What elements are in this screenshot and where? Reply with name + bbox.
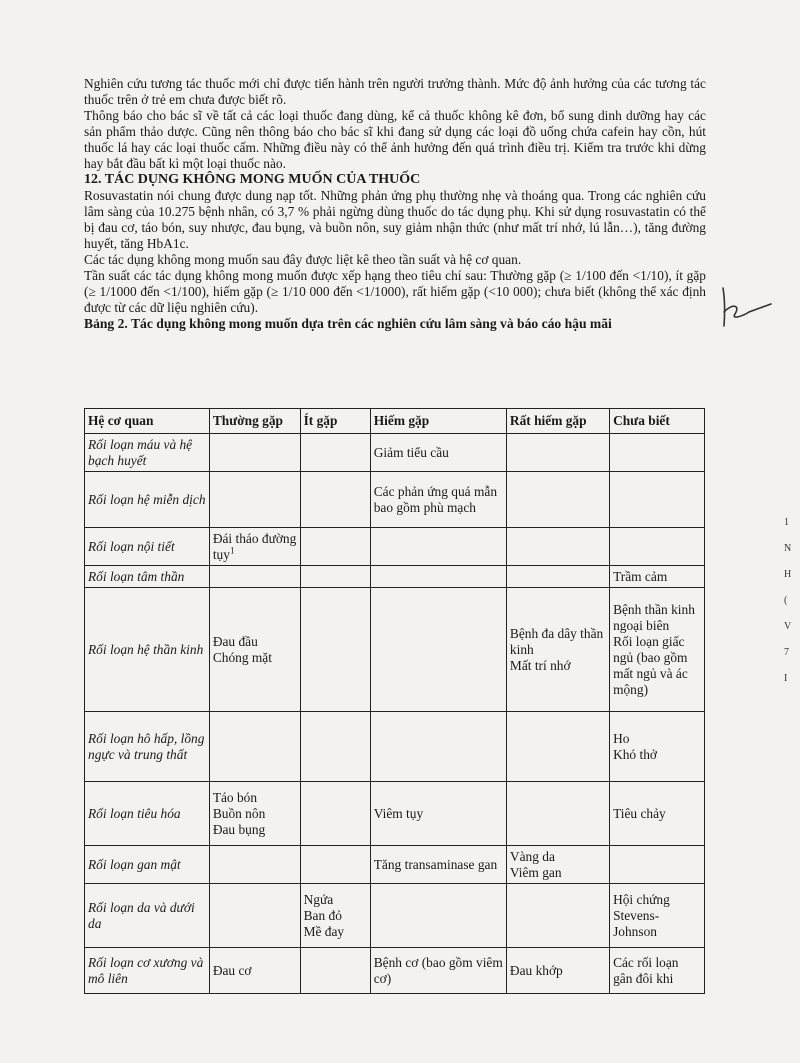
body-text — [84, 76, 706, 332]
table-cell — [300, 566, 370, 588]
paragraph-tolerability: Rosuvastatin nói chung được dung nạp tốt. Những phản ứng phụ thường nhẹ và thoáng qua. Trong các nghiên cứu lâm sàng của 10.275 bệnh nhân, có 3,7 % phải ngừng dùng thuốc do tác dụng phụ. Khi sử dụng rosuvastatin có thể bị đau cơ, táo bón, suy nhược, đau bụng, và buồn nôn, suy giảm nhận thức (như mất trí nhớ, lú lẫn…), tăng đường huyết, tăng HbA1c. — [84, 188, 706, 251]
table-cell — [300, 712, 370, 782]
table-cell — [506, 884, 609, 948]
table-cell — [300, 434, 370, 472]
table-cell — [300, 782, 370, 846]
header-uncommon: Ít gặp — [300, 409, 370, 434]
table-header-row — [85, 409, 705, 434]
table-cell — [370, 588, 506, 712]
table-row — [85, 884, 705, 948]
table-cell: Táo bón Buồn nôn Đau bụng — [209, 782, 300, 846]
table-cell-organ: Rối loạn gan mật — [85, 846, 210, 884]
table-cell: Viêm tụy — [370, 782, 506, 846]
table-cell: Trầm cảm — [610, 566, 705, 588]
table-cell: Đau cơ — [209, 948, 300, 994]
table-cell — [370, 566, 506, 588]
table-cell — [506, 472, 609, 528]
table-cell — [300, 472, 370, 528]
table-cell — [506, 528, 609, 566]
table-cell: Đau đầu Chóng mặt — [209, 588, 300, 712]
table-cell — [506, 566, 609, 588]
table-cell-organ: Rối loạn tiêu hóa — [85, 782, 210, 846]
table-cell — [300, 528, 370, 566]
header-unknown: Chưa biết — [610, 409, 705, 434]
table-cell: Giảm tiểu cầu — [370, 434, 506, 472]
table-cell — [610, 528, 705, 566]
margin-marks — [784, 510, 800, 692]
table-cell — [610, 472, 705, 528]
section-heading: 12. TÁC DỤNG KHÔNG MONG MUỐN CỦA THUỐC — [84, 172, 421, 187]
table-cell: Vàng da Viêm gan — [506, 846, 609, 884]
table-row — [85, 948, 705, 994]
table-cell-organ: Rối loạn tâm thần — [85, 566, 210, 588]
table-cell — [610, 434, 705, 472]
table-cell-organ: Rối loạn hô hấp, lồng ngực và trung thất — [85, 712, 210, 782]
paragraph-listing-note: Các tác dụng không mong muốn sau đây được liệt kê theo tần suất và hệ cơ quan. — [84, 252, 522, 267]
table-cell: Đau khớp — [506, 948, 609, 994]
table-caption: Bảng 2. Tác dụng không mong muốn dựa trên các nghiên cứu lâm sàng và báo cáo hậu mãi — [84, 316, 612, 331]
table-cell: Bệnh đa dây thần kinh Mất trí nhớ — [506, 588, 609, 712]
table-cell-organ: Rối loạn nội tiết — [85, 528, 210, 566]
table-row — [85, 434, 705, 472]
table-cell: Các rối loạn gân đôi khi — [610, 948, 705, 994]
table-cell-organ: Rối loạn hệ miễn dịch — [85, 472, 210, 528]
table-row — [85, 588, 705, 712]
table-cell — [209, 712, 300, 782]
table-cell: Tiêu chảy — [610, 782, 705, 846]
margin-mark: 1 — [784, 517, 789, 528]
table-row — [85, 528, 705, 566]
table-cell — [506, 434, 609, 472]
header-very-rare: Rất hiếm gặp — [506, 409, 609, 434]
header-common: Thường gặp — [209, 409, 300, 434]
table-cell: Bệnh thần kinh ngoại biên Rối loạn giấc ngủ (bao gồm mất ngủ và ác mộng) — [610, 588, 705, 712]
margin-mark: V — [784, 621, 792, 632]
table-cell-organ: Rối loạn hệ thần kinh — [85, 588, 210, 712]
table-cell: Đái tháo đường tụy$^1$ — [209, 528, 300, 566]
table-cell — [300, 846, 370, 884]
signature-mark — [715, 282, 775, 332]
table-cell — [370, 884, 506, 948]
table-cell — [209, 434, 300, 472]
table-cell — [209, 884, 300, 948]
table-cell — [209, 566, 300, 588]
paragraph-interactions-adults: Nghiên cứu tương tác thuốc mới chỉ được tiến hành trên người trưởng thành. Mức độ ảnh hưởng của các tương tác thuốc trên ở trẻ em chưa được biết rõ. — [84, 76, 706, 107]
margin-mark: I — [784, 673, 788, 684]
header-organ-system: Hệ cơ quan — [85, 409, 210, 434]
table-row — [85, 846, 705, 884]
table-row — [85, 566, 705, 588]
table-row — [85, 472, 705, 528]
paragraph-frequency-criteria: Tần suất các tác dụng không mong muốn được xếp hạng theo tiêu chí sau: Thường gặp (≥ 1/100 đến <1/10), ít gặp (≥ 1/1000 đến <1/100), hiếm gặp (≥ 1/10 000 đến <1/1000), rất hiếm gặp (<10 000); chưa biết (không thể xác định được từ các dữ liệu nghiên cứu). — [84, 268, 706, 315]
table-cell — [506, 782, 609, 846]
table-cell — [610, 846, 705, 884]
header-rare: Hiếm gặp — [370, 409, 506, 434]
footnote-marker: 1 — [229, 545, 235, 556]
margin-mark: N — [784, 543, 792, 554]
table-cell: Tăng transaminase gan — [370, 846, 506, 884]
margin-mark: H — [784, 569, 792, 580]
table-cell-organ: Rối loạn máu và hệ bạch huyết — [85, 434, 210, 472]
table-body — [85, 434, 705, 994]
adverse-effects-table — [84, 408, 705, 994]
margin-mark: ( — [784, 595, 788, 606]
table-row — [85, 712, 705, 782]
table-row — [85, 782, 705, 846]
table-cell: Các phản ứng quá mẫn bao gồm phù mạch — [370, 472, 506, 528]
table-cell: Ngứa Ban đỏ Mề đay — [300, 884, 370, 948]
table-cell — [209, 846, 300, 884]
table-cell — [300, 948, 370, 994]
table-cell — [209, 472, 300, 528]
table-cell — [506, 712, 609, 782]
table-cell — [370, 528, 506, 566]
table-cell-organ: Rối loạn cơ xương và mô liên — [85, 948, 210, 994]
margin-mark: 7 — [784, 647, 789, 658]
table-cell — [300, 588, 370, 712]
table-cell: Hội chứng Stevens-Johnson — [610, 884, 705, 948]
table-cell-organ: Rối loạn da và dưới da — [85, 884, 210, 948]
table-cell: Ho Khó thở — [610, 712, 705, 782]
paragraph-inform-doctor: Thông báo cho bác sĩ về tất cả các loại thuốc đang dùng, kể cả thuốc không kê đơn, bổ sung dinh dưỡng hay các sản phẩm thảo dược. Cũng nên thông báo cho bác sĩ khi đang sử dụng các loại đồ uống chứa cafein hay cồn, hút thuốc lá hay các loại thuốc cấm. Những điều này có thể ảnh hưởng đến quá trình điều trị. Kiểm tra trước khi dừng hay bắt đầu bất kì một loại thuốc nào. — [84, 108, 706, 171]
table-cell: Bệnh cơ (bao gồm viêm cơ) — [370, 948, 506, 994]
table-cell — [370, 712, 506, 782]
